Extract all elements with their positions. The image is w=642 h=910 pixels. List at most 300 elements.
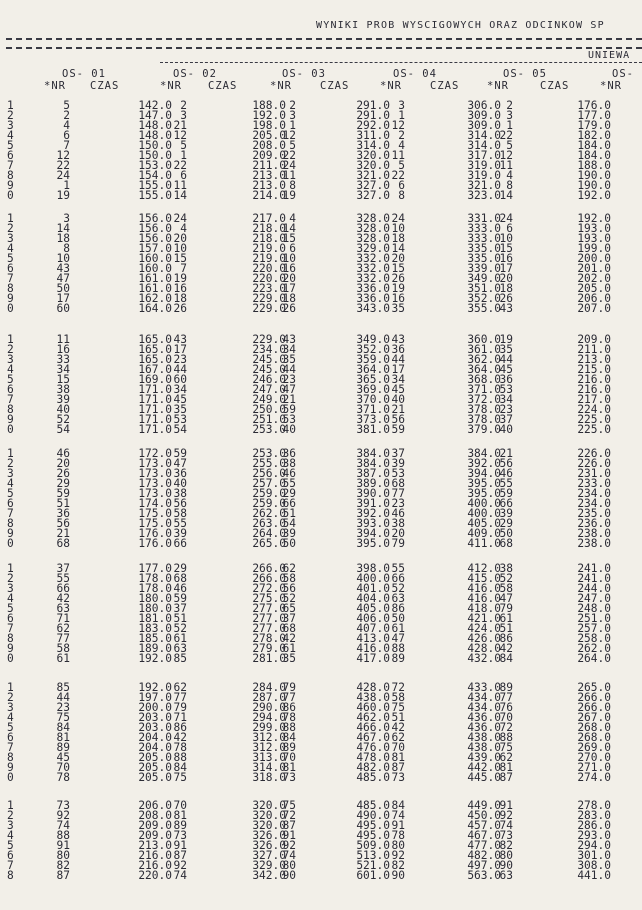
position-number: 0: [7, 302, 14, 315]
stage-time: 220.0: [252, 272, 286, 285]
position-number: 1: [7, 562, 14, 575]
double-dashed-rule: [6, 38, 642, 49]
competitor-nr: 3: [180, 109, 187, 122]
competitor-nr: 43: [391, 333, 405, 346]
stage-time: 329.0: [252, 859, 286, 872]
competitor-nr: 17: [499, 262, 513, 275]
competitor-nr: 47: [391, 632, 405, 645]
competitor-nr: 47: [173, 457, 187, 470]
competitor-nr: 29: [56, 477, 70, 490]
position-number: 6: [7, 612, 14, 625]
competitor-nr: 40: [56, 403, 70, 416]
position-number: 8: [7, 282, 14, 295]
stage-time: 209.0: [138, 819, 172, 832]
competitor-nr: 40: [391, 393, 405, 406]
stage-time: 320.0: [252, 819, 286, 832]
stage-time: 258.0: [577, 632, 611, 645]
competitor-nr: 60: [56, 302, 70, 315]
stage-time: 183.0: [138, 622, 172, 635]
stage-time: 184.0: [577, 149, 611, 162]
competitor-nr: 51: [391, 711, 405, 724]
competitor-nr: 39: [282, 527, 296, 540]
competitor-nr: 88: [499, 731, 513, 744]
competitor-nr: 78: [282, 711, 296, 724]
competitor-nr: 42: [499, 642, 513, 655]
competitor-nr: 45: [56, 751, 70, 764]
stage-time: 162.0: [138, 292, 172, 305]
competitor-nr: 62: [56, 622, 70, 635]
position-number: 2: [7, 457, 14, 470]
competitor-nr: 3: [63, 212, 70, 225]
stage-time: 245.0: [252, 363, 286, 376]
competitor-nr: 52: [56, 413, 70, 426]
position-number: 9: [7, 179, 14, 192]
competitor-nr: 81: [173, 809, 187, 822]
competitor-nr: 52: [173, 622, 187, 635]
competitor-nr: 72: [499, 721, 513, 734]
stage-time: 320.0: [356, 159, 390, 172]
competitor-nr: 55: [56, 572, 70, 585]
competitor-nr: 84: [391, 799, 405, 812]
competitor-nr: 6: [180, 169, 187, 182]
position-number: 3: [7, 819, 14, 832]
position-number: 3: [7, 353, 14, 366]
competitor-nr: 6: [63, 129, 70, 142]
stage-time: 378.0: [467, 413, 501, 426]
stage-time: 291.0: [356, 109, 390, 122]
competitor-nr: 52: [391, 582, 405, 595]
stage-time: 391.0: [356, 497, 390, 510]
position-number: 4: [7, 242, 14, 255]
stage-time: 445.0: [467, 771, 501, 784]
competitor-nr: 23: [56, 701, 70, 714]
stage-time: 416.0: [467, 592, 501, 605]
competitor-nr: 11: [391, 149, 405, 162]
position-number: 3: [7, 701, 14, 714]
stage-time: 400.0: [356, 572, 390, 585]
position-number: 0: [7, 771, 14, 784]
competitor-nr: 53: [282, 413, 296, 426]
stage-time: 314.0: [467, 139, 501, 152]
competitor-nr: 19: [173, 272, 187, 285]
competitor-nr: 24: [282, 159, 296, 172]
stage-time: 404.0: [356, 592, 390, 605]
stage-time: 394.0: [467, 467, 501, 480]
position-number: 4: [7, 129, 14, 142]
stage-time: 229.0: [252, 333, 286, 346]
stage-time: 428.0: [356, 681, 390, 694]
position-number: 3: [7, 232, 14, 245]
competitor-nr: 92: [56, 809, 70, 822]
stage-time: 434.0: [467, 691, 501, 704]
position-number: 7: [7, 859, 14, 872]
stage-time: 217.0: [577, 393, 611, 406]
stage-time: 216.0: [138, 849, 172, 862]
competitor-nr: 74: [391, 809, 405, 822]
competitor-nr: 42: [391, 721, 405, 734]
stage-time: 477.0: [467, 839, 501, 852]
stage-time: 188.0: [252, 99, 286, 112]
stage-time: 368.0: [467, 373, 501, 386]
competitor-nr: 8: [289, 179, 296, 192]
stage-time: 226.0: [577, 457, 611, 470]
competitor-nr: 35: [173, 403, 187, 416]
competitor-nr: 55: [499, 477, 513, 490]
competitor-nr: 4: [398, 139, 405, 152]
stage-time: 263.0: [252, 517, 286, 530]
competitor-nr: 74: [56, 819, 70, 832]
stage-time: 317.0: [467, 149, 501, 162]
competitor-nr: 37: [499, 413, 513, 426]
stage-time: 197.0: [138, 691, 172, 704]
stage-time: 225.0: [577, 423, 611, 436]
czas-header: CZAS: [540, 80, 570, 92]
stage-time: 421.0: [467, 612, 501, 625]
stage-time: 406.0: [356, 612, 390, 625]
competitor-nr: 58: [391, 691, 405, 704]
competitor-nr: 66: [282, 497, 296, 510]
competitor-nr: 14: [391, 242, 405, 255]
competitor-nr: 2: [63, 109, 70, 122]
competitor-nr: 23: [282, 373, 296, 386]
stage-time: 160.0: [138, 262, 172, 275]
competitor-nr: 70: [56, 761, 70, 774]
stage-time: 169.0: [138, 373, 172, 386]
competitor-nr: 21: [391, 403, 405, 416]
stage-time: 467.0: [467, 829, 501, 842]
stage-time: 314.0: [252, 761, 286, 774]
competitor-nr: 24: [173, 212, 187, 225]
position-number: 8: [7, 403, 14, 416]
competitor-nr: 11: [56, 333, 70, 346]
stage-time: 209.0: [577, 333, 611, 346]
position-number: 8: [7, 517, 14, 530]
competitor-nr: 15: [391, 262, 405, 275]
stage-time: 405.0: [467, 517, 501, 530]
stage-time: 449.0: [467, 799, 501, 812]
competitor-nr: 71: [56, 612, 70, 625]
stage-time: 284.0: [252, 681, 286, 694]
stage-time: 198.0: [252, 119, 286, 132]
stage-time: 328.0: [356, 212, 390, 225]
stage-time: 495.0: [356, 819, 390, 832]
competitor-nr: 77: [173, 691, 187, 704]
competitor-nr: 66: [173, 537, 187, 550]
position-number: 9: [7, 642, 14, 655]
competitor-nr: 70: [282, 751, 296, 764]
stage-time: 209.0: [138, 829, 172, 842]
stage-time: 171.0: [138, 413, 172, 426]
stage-time: 171.0: [138, 383, 172, 396]
competitor-nr: 75: [499, 741, 513, 754]
competitor-nr: 62: [173, 681, 187, 694]
stage-time: 343.0: [356, 302, 390, 315]
competitor-nr: 3: [289, 109, 296, 122]
stage-time: 428.0: [467, 642, 501, 655]
stage-time: 251.0: [252, 413, 286, 426]
competitor-nr: 54: [282, 517, 296, 530]
stage-time: 434.0: [467, 701, 501, 714]
position-number: 7: [7, 507, 14, 520]
stage-time: 332.0: [356, 262, 390, 275]
stage-time: 205.0: [138, 761, 172, 774]
stage-time: 184.0: [577, 139, 611, 152]
position-number: 1: [7, 799, 14, 812]
competitor-nr: 71: [173, 711, 187, 724]
stage-time: 192.0: [577, 212, 611, 225]
competitor-nr: 26: [391, 272, 405, 285]
competitor-nr: 12: [56, 149, 70, 162]
competitor-nr: 1: [180, 149, 187, 162]
nr-header: *NR: [160, 80, 182, 92]
competitor-nr: 92: [499, 809, 513, 822]
position-number: 7: [7, 272, 14, 285]
stage-time: 369.0: [356, 383, 390, 396]
competitor-nr: 91: [282, 829, 296, 842]
competitor-nr: 91: [499, 799, 513, 812]
competitor-nr: 34: [56, 363, 70, 376]
position-number: 9: [7, 413, 14, 426]
competitor-nr: 16: [499, 252, 513, 265]
stage-time: 521.0: [356, 859, 390, 872]
stage-time: 229.0: [252, 292, 286, 305]
stage-time: 327.0: [252, 849, 286, 862]
competitor-nr: 68: [282, 622, 296, 635]
competitor-nr: 17: [391, 363, 405, 376]
stage-time: 173.0: [138, 477, 172, 490]
stage-time: 165.0: [138, 353, 172, 366]
stage-time: 482.0: [467, 849, 501, 862]
stage-time: 467.0: [356, 731, 390, 744]
stage-time: 155.0: [138, 179, 172, 192]
stage-time: 352.0: [356, 343, 390, 356]
competitor-nr: 18: [56, 232, 70, 245]
stage-time: 153.0: [138, 159, 172, 172]
competitor-nr: 43: [56, 262, 70, 275]
stage-time: 204.0: [138, 731, 172, 744]
stage-time: 390.0: [356, 487, 390, 500]
stage-time: 205.0: [138, 751, 172, 764]
position-number: 1: [7, 447, 14, 460]
competitor-nr: 53: [499, 383, 513, 396]
stage-time: 416.0: [356, 642, 390, 655]
stage-time: 336.0: [356, 292, 390, 305]
competitor-nr: 16: [391, 292, 405, 305]
stage-time: 223.0: [252, 282, 286, 295]
competitor-nr: 47: [56, 272, 70, 285]
position-number: 6: [7, 849, 14, 862]
competitor-nr: 91: [56, 839, 70, 852]
competitor-nr: 58: [282, 572, 296, 585]
stage-time: 213.0: [138, 839, 172, 852]
competitor-nr: 6: [289, 242, 296, 255]
stage-time: 147.0: [138, 109, 172, 122]
competitor-nr: 55: [173, 517, 187, 530]
stage-header: OS- 05: [503, 68, 547, 80]
stage-time: 216.0: [577, 373, 611, 386]
competitor-nr: 15: [499, 242, 513, 255]
competitor-nr: 24: [56, 169, 70, 182]
stage-time: 269.0: [577, 741, 611, 754]
competitor-nr: 39: [173, 527, 187, 540]
stage-time: 266.0: [252, 572, 286, 585]
competitor-nr: 1: [398, 109, 405, 122]
stage-time: 155.0: [138, 189, 172, 202]
stage-time: 271.0: [577, 761, 611, 774]
competitor-nr: 10: [173, 242, 187, 255]
stage-time: 219.0: [252, 252, 286, 265]
competitor-nr: 39: [56, 393, 70, 406]
competitor-nr: 50: [499, 527, 513, 540]
stage-time: 205.0: [577, 282, 611, 295]
stage-time: 268.0: [577, 731, 611, 744]
stage-time: 438.0: [467, 731, 501, 744]
stage-time: 417.0: [356, 652, 390, 665]
stage-time: 257.0: [577, 622, 611, 635]
stage-time: 264.0: [577, 652, 611, 665]
stage-time: 164.0: [138, 302, 172, 315]
stage-time: 205.0: [252, 129, 286, 142]
stage-time: 189.0: [138, 642, 172, 655]
competitor-nr: 22: [282, 149, 296, 162]
stage-time: 292.0: [356, 119, 390, 132]
stage-time: 321.0: [356, 169, 390, 182]
stage-time: 389.0: [356, 477, 390, 490]
competitor-nr: 61: [173, 632, 187, 645]
stage-time: 398.0: [356, 562, 390, 575]
competitor-nr: 16: [173, 282, 187, 295]
stage-time: 165.0: [138, 333, 172, 346]
stage-time: 400.0: [467, 507, 501, 520]
competitor-nr: 61: [282, 642, 296, 655]
stage-time: 326.0: [252, 829, 286, 842]
stage-time: 247.0: [252, 383, 286, 396]
competitor-nr: 4: [180, 222, 187, 235]
stage-time: 450.0: [467, 809, 501, 822]
stage-time: 355.0: [467, 302, 501, 315]
competitor-nr: 45: [391, 383, 405, 396]
competitor-nr: 77: [282, 691, 296, 704]
competitor-nr: 56: [173, 497, 187, 510]
competitor-nr: 79: [499, 602, 513, 615]
stage-time: 301.0: [577, 849, 611, 862]
title-continuation: UNIEWA: [588, 50, 631, 61]
competitor-nr: 19: [282, 189, 296, 202]
position-number: 1: [7, 333, 14, 346]
competitor-nr: 77: [499, 691, 513, 704]
competitor-nr: 59: [282, 403, 296, 416]
stage-time: 178.0: [138, 572, 172, 585]
stage-time: 176.0: [138, 537, 172, 550]
competitor-nr: 38: [499, 562, 513, 575]
competitor-nr: 6: [398, 179, 405, 192]
position-number: 2: [7, 572, 14, 585]
competitor-nr: 86: [282, 701, 296, 714]
stage-time: 349.0: [356, 333, 390, 346]
competitor-nr: 26: [499, 292, 513, 305]
stage-time: 409.0: [467, 527, 501, 540]
competitor-nr: 5: [63, 99, 70, 112]
stage-time: 359.0: [356, 353, 390, 366]
competitor-nr: 2: [180, 99, 187, 112]
competitor-nr: 43: [499, 302, 513, 315]
competitor-nr: 56: [282, 582, 296, 595]
position-number: 9: [7, 292, 14, 305]
stage-time: 373.0: [356, 413, 390, 426]
competitor-nr: 75: [56, 711, 70, 724]
stage-time: 214.0: [252, 189, 286, 202]
competitor-nr: 92: [391, 849, 405, 862]
stage-time: 327.0: [356, 179, 390, 192]
stage-time: 206.0: [138, 799, 172, 812]
stage-time: 349.0: [467, 272, 501, 285]
stage-time: 238.0: [577, 527, 611, 540]
stage-time: 161.0: [138, 272, 172, 285]
stage-time: 213.0: [577, 353, 611, 366]
stage-time: 199.0: [577, 242, 611, 255]
stage-time: 460.0: [356, 701, 390, 714]
stage-time: 203.0: [138, 711, 172, 724]
stage-time: 181.0: [138, 612, 172, 625]
competitor-nr: 58: [499, 582, 513, 595]
position-number: 4: [7, 477, 14, 490]
stage-time: 401.0: [356, 582, 390, 595]
competitor-nr: 1: [289, 119, 296, 132]
stage-time: 309.0: [467, 119, 501, 132]
stage-time: 438.0: [467, 741, 501, 754]
stage-time: 339.0: [467, 262, 501, 275]
stage-time: 206.0: [577, 292, 611, 305]
competitor-nr: 37: [391, 447, 405, 460]
stage-time: 270.0: [577, 751, 611, 764]
competitor-nr: 91: [391, 819, 405, 832]
stage-time: 415.0: [467, 572, 501, 585]
position-number: 4: [7, 363, 14, 376]
competitor-nr: 3: [506, 109, 513, 122]
competitor-nr: 78: [173, 741, 187, 754]
competitor-nr: 80: [282, 859, 296, 872]
stage-time: 266.0: [252, 562, 286, 575]
stage-time: 387.0: [356, 467, 390, 480]
competitor-nr: 59: [173, 447, 187, 460]
competitor-nr: 92: [173, 859, 187, 872]
stage-time: 279.0: [252, 642, 286, 655]
competitor-nr: 44: [391, 353, 405, 366]
competitor-nr: 24: [391, 212, 405, 225]
competitor-nr: 73: [499, 829, 513, 842]
competitor-nr: 84: [173, 761, 187, 774]
stage-time: 306.0: [467, 99, 501, 112]
stage-time: 362.0: [467, 353, 501, 366]
competitor-nr: 51: [56, 497, 70, 510]
competitor-nr: 51: [499, 622, 513, 635]
stage-time: 490.0: [356, 809, 390, 822]
stage-time: 238.0: [577, 537, 611, 550]
position-number: 8: [7, 632, 14, 645]
competitor-nr: 46: [282, 467, 296, 480]
stage-time: 436.0: [467, 711, 501, 724]
stage-time: 226.0: [577, 447, 611, 460]
stage-time: 266.0: [577, 691, 611, 704]
competitor-nr: 92: [282, 839, 296, 852]
stage-time: 379.0: [467, 423, 501, 436]
stage-time: 274.0: [577, 771, 611, 784]
stage-time: 299.0: [252, 721, 286, 734]
competitor-nr: 34: [499, 393, 513, 406]
competitor-nr: 74: [173, 869, 187, 882]
stage-time: 180.0: [138, 592, 172, 605]
competitor-nr: 20: [391, 527, 405, 540]
